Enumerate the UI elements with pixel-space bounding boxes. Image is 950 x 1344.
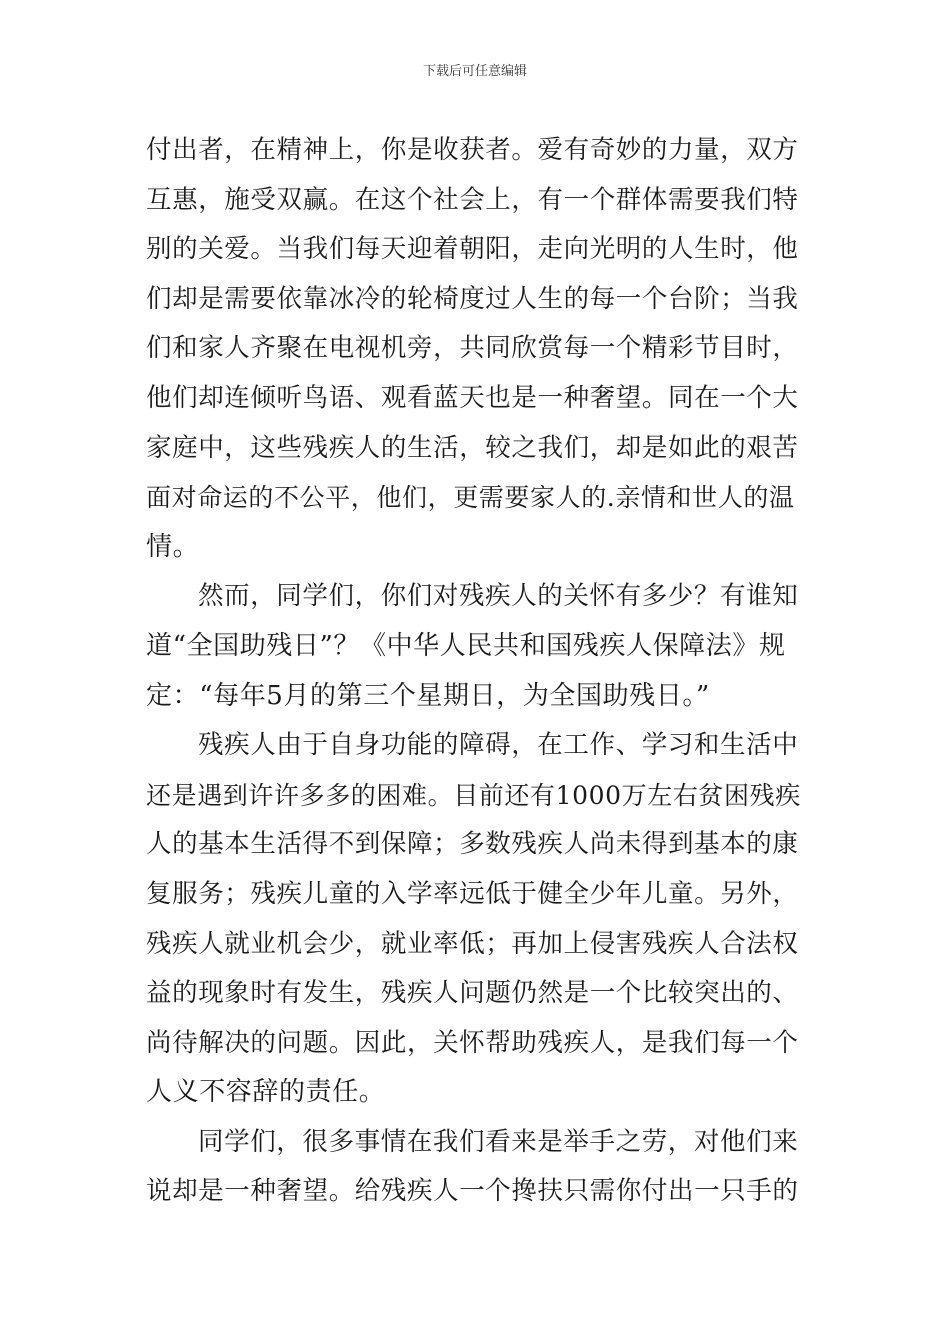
body-text [146,126,806,1217]
text-line: 们和家人齐聚在电视机旁，共同欣赏每一个精彩节目时， [146,333,799,364]
text-line: 定：“每年5月的第三个星期日，为全国助残日。” [146,680,710,711]
text-line: 人义不容辞的责任。 [146,1077,386,1108]
text-line: 尚待解决的问题。因此，关怀帮助残疾人，是我们每一个 [146,1027,799,1058]
text-line: 还是遇到许许多多的困难。目前还有1000万左右贫困残疾 [146,780,801,810]
page-header: 下载后可任意编辑 [422,64,527,79]
text-line: 他们却连倾听鸟语、观看蓝天也是一种奢望。同在一个大 [146,382,799,413]
text-line: 残疾人就业机会少，就业率低；再加上侵害残疾人合法权 [146,928,799,959]
text-line: 道“全国助残日”？《中华人民共和国残疾人保障法》规 [146,630,786,661]
text-line: 说却是一种奢望。给残疾人一个搀扶只需你付出一只手的 [146,1176,799,1207]
text-line: 复服务；残疾儿童的入学率远低于健全少年儿童。另外， [146,878,799,909]
text-line: 互惠，施受双赢。在这个社会上，有一个群体需要我们特 [146,184,799,215]
paragraph-start-line: 然而，同学们，你们对残疾人的关怀有多少？有谁知 [198,581,799,612]
paragraph-start-line: 残疾人由于自身功能的障碍，在工作、学习和生活中 [198,730,799,761]
paragraph-start-line: 同学们，很多事情在我们看来是举手之劳，对他们来 [198,1126,799,1157]
text-line: 付出者，在精神上，你是收获者。爱有奇妙的力量，双方 [146,135,799,165]
text-line: 别的关爱。当我们每天迎着朝阳，走向光明的人生时，他 [146,234,799,265]
text-line: 面对命运的不公平，他们，更需要家人的.亲情和世人的温 [146,483,795,513]
text-line: 情。 [146,531,200,562]
text-line: 家庭中，这些残疾人的生活，较之我们，却是如此的艰苦 [146,432,799,463]
text-line: 们却是需要依靠冰冷的轮椅度过人生的每一个台阶；当我 [146,283,799,314]
text-line: 益的现象时有发生，残疾人问题仍然是一个比较突出的、 [146,978,799,1009]
text-line: 人的基本生活得不到保障；多数残疾人尚未得到基本的康 [146,829,799,860]
